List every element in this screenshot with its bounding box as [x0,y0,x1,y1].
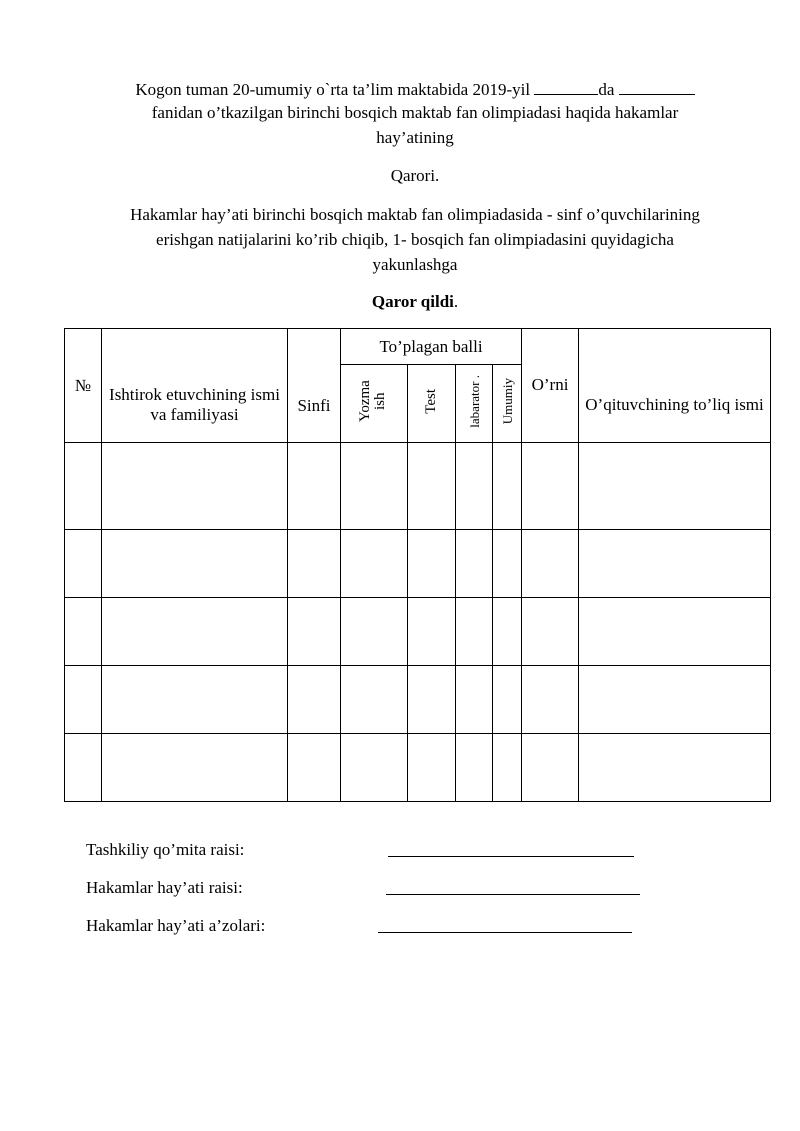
table-row [65,598,771,666]
cell-name[interactable] [102,734,288,802]
cell-class[interactable] [288,530,341,598]
cell-teacher[interactable] [579,530,771,598]
cell-total[interactable] [493,734,522,802]
cell-no[interactable] [65,530,102,598]
blank-date [534,78,598,95]
cell-class[interactable] [288,666,341,734]
intro-line-1: Hakamlar hay’ati birinchi bosqich maktab fan olimpiadasida - sinf o’quvchilarining [130,205,700,224]
header-line-3: hay’atining [376,128,454,147]
cell-written[interactable] [341,734,408,802]
header-test [408,365,456,443]
cell-no[interactable] [65,598,102,666]
header-total [493,365,522,443]
cell-lab[interactable] [456,734,493,802]
decided-heading-text: Qaror qildi [371,292,454,311]
cell-no[interactable] [65,666,102,734]
header-lab [456,365,493,443]
header-written-text: Yozma ish [357,380,388,422]
header-line-1-mid: da [598,80,619,99]
cell-name[interactable] [102,530,288,598]
table-header-row-1 [65,329,771,365]
cell-lab[interactable] [456,530,493,598]
cell-written[interactable] [341,666,408,734]
cell-written[interactable] [341,443,408,530]
cell-teacher[interactable] [579,443,771,530]
header-line-1 [0,78,800,100]
cell-no[interactable] [65,443,102,530]
cell-lab[interactable] [456,666,493,734]
signature-label-jury-members: Hakamlar hay’ati a’zolari: [86,916,266,935]
header-name: Ishtirok etuvchining ismi va familiyasi [102,329,288,443]
header-total-text: Umumiy [499,377,515,425]
header-line-1-prefix: Kogon tuman 20-umumiy o`rta ta’lim maktabida 2019-yil [135,80,535,99]
cell-teacher[interactable] [579,666,771,734]
header-no: № [65,329,102,443]
header-score-group: To’plagan balli [341,329,522,365]
cell-total[interactable] [493,530,522,598]
table-row [65,734,771,802]
cell-place[interactable] [522,666,579,734]
cell-class[interactable] [288,598,341,666]
cell-name[interactable] [102,666,288,734]
header-written [341,365,408,443]
signature-line-jury-chair [386,893,640,895]
cell-lab[interactable] [456,443,493,530]
header-lab-text: labarator . [466,374,482,428]
cell-name[interactable] [102,598,288,666]
cell-test[interactable] [408,530,456,598]
cell-test[interactable] [408,443,456,530]
cell-test[interactable] [408,666,456,734]
header-teacher: O’qituvchining to’liq ismi [579,329,771,443]
cell-total[interactable] [493,666,522,734]
intro-line-3: yakunlashga [372,255,458,274]
cell-place[interactable] [522,530,579,598]
table-row [65,530,771,598]
cell-total[interactable] [493,443,522,530]
cell-test[interactable] [408,598,456,666]
table-row [65,443,771,530]
decided-heading-dot: . [453,292,459,311]
decision-title: Qarori. [390,166,440,185]
header-test-text: Test [423,388,439,414]
table-row [65,666,771,734]
cell-place[interactable] [522,734,579,802]
cell-teacher[interactable] [579,598,771,666]
cell-place[interactable] [522,598,579,666]
cell-no[interactable] [65,734,102,802]
intro-line-2: erishgan natijalarini ko’rib chiqib, 1- bosqich fan olimpiadasini quyidagicha [156,230,674,249]
header-class: Sinfi [288,329,341,443]
signature-line-organizing [388,855,634,857]
cell-class[interactable] [288,443,341,530]
signature-label-organizing: Tashkiliy qo’mita raisi: [86,840,245,859]
cell-name[interactable] [102,443,288,530]
header-place: O’rni [522,329,579,443]
header-line-2: fanidan o’tkazilgan birinchi bosqich maktab fan olimpiadasi haqida hakamlar [151,103,679,122]
cell-total[interactable] [493,598,522,666]
blank-subject [619,78,695,95]
cell-written[interactable] [341,598,408,666]
cell-class[interactable] [288,734,341,802]
signature-label-jury-chair: Hakamlar hay’ati raisi: [86,878,243,897]
cell-lab[interactable] [456,598,493,666]
decided-heading [0,292,800,312]
signature-line-jury-members [378,931,632,933]
cell-test[interactable] [408,734,456,802]
cell-teacher[interactable] [579,734,771,802]
cell-place[interactable] [522,443,579,530]
cell-written[interactable] [341,530,408,598]
results-table [64,328,771,802]
